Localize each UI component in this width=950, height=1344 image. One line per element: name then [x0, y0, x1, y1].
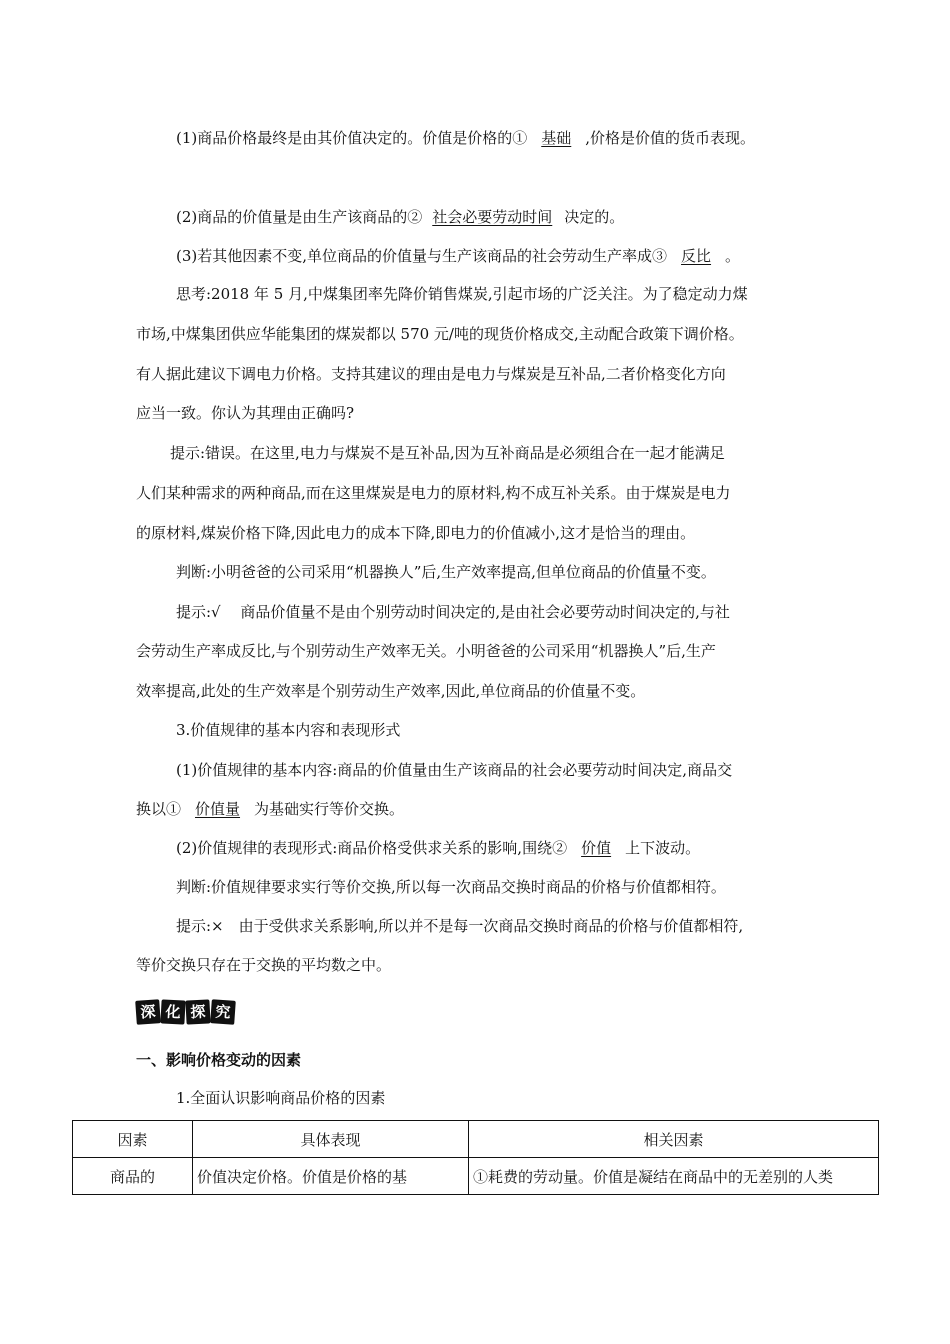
para-value-quantity	[176, 207, 624, 227]
judge-line: 判断:小明爸爸的公司采用“机器换人”后,生产效率提高,但单位商品的价值量不变。	[176, 563, 716, 581]
para-text: (3)若其他因素不变,单位商品的价值量与生产该商品的社会劳动生产率成③	[176, 247, 668, 265]
hint-line: 效率提高,此处的生产效率是个别劳动生产效率,因此,单位商品的价值量不变。	[136, 682, 646, 700]
think-line: 应当一致。你认为其理由正确吗?	[136, 404, 355, 422]
badge-char: 化	[160, 999, 185, 1024]
sub-heading: 1.全面认识影响商品价格的因素	[176, 1089, 386, 1107]
table-header: 具体表现	[193, 1121, 469, 1158]
think-line: 市场,中煤集团供应华能集团的煤炭都以 570 元/吨的现货价格成交,主动配合政策下调价格。	[136, 325, 744, 343]
answer-blank: 价值量	[195, 800, 241, 818]
law-line: (1)价值规律的基本内容:商品的价值量由生产该商品的社会必要劳动时间决定,商品交	[176, 761, 733, 779]
section-title: 3.价值规律的基本内容和表现形式	[176, 721, 401, 739]
table-cell: 商品的	[73, 1158, 193, 1195]
answer-blank: 价值	[581, 839, 612, 857]
factors-table	[72, 1120, 879, 1195]
hint-line: 会劳动生产率成反比,与个别劳动生产效率无关。小明爸爸的公司采用“机器换人”后,生产	[136, 642, 716, 660]
hint-line: 的原材料,煤炭价格下降,因此电力的成本下降,即电力的价值减小,这才是恰当的理由。	[136, 524, 696, 542]
para-text: (1)商品价格最终是由其价值决定的。价值是价格的①	[176, 129, 528, 147]
badge-char: 深	[135, 999, 161, 1025]
hint-line: 等价交换只存在于交换的平均数之中。	[136, 956, 392, 974]
para-productivity	[176, 246, 740, 266]
law-line	[176, 838, 700, 858]
table-header-row	[73, 1121, 879, 1158]
table-header: 因素	[73, 1121, 193, 1158]
answer-blank: 反比	[681, 247, 712, 265]
hint-line: 提示:√ 商品价值量不是由个别劳动时间决定的,是由社会必要劳动时间决定的,与社	[176, 603, 730, 621]
para-text: 换以①	[136, 800, 182, 818]
law-line	[136, 799, 404, 819]
badge-char: 究	[210, 999, 236, 1025]
hint-line: 人们某种需求的两种商品,而在这里煤炭是电力的原材料,构不成互补关系。由于煤炭是电力	[136, 484, 731, 502]
para-text: 决定的。	[564, 208, 625, 226]
table-row	[73, 1158, 879, 1195]
table-cell: ①耗费的劳动量。价值是凝结在商品中的无差别的人类	[469, 1158, 879, 1195]
para-price-value	[176, 128, 755, 148]
section-heading: 一、影响价格变动的因素	[136, 1051, 302, 1069]
para-text: 。	[725, 247, 741, 265]
para-text: ,价格是价值的货币表现。	[585, 129, 756, 147]
judge-line: 判断:价值规律要求实行等价交换,所以每一次商品交换时商品的价格与价值都相符。	[176, 878, 726, 896]
answer-blank: 基础	[541, 129, 572, 147]
answer-blank: 社会必要劳动时间	[432, 208, 553, 226]
table-header: 相关因素	[469, 1121, 879, 1158]
hint-line: 提示:错误。在这里,电力与煤炭不是互补品,因为互补商品是必须组合在一起才能满足	[170, 444, 725, 462]
para-text: (2)价值规律的表现形式:商品价格受供求关系的影响,围绕②	[176, 839, 568, 857]
think-line: 思考:2018 年 5 月,中煤集团率先降价销售煤炭,引起市场的广泛关注。为了稳定动力煤	[176, 285, 748, 303]
table-cell: 价值决定价格。价值是价格的基	[193, 1158, 469, 1195]
deepen-explore-badge	[136, 1000, 235, 1024]
hint-line: 提示:× 由于受供求关系影响,所以并不是每一次商品交换时商品的价格与价值都相符,	[176, 917, 744, 935]
para-text: 为基础实行等价交换。	[254, 800, 405, 818]
think-line: 有人据此建议下调电力价格。支持其建议的理由是电力与煤炭是互补品,二者价格变化方向	[136, 365, 726, 383]
para-text: (2)商品的价值量是由生产该商品的②	[176, 208, 423, 226]
para-text: 上下波动。	[625, 839, 701, 857]
badge-char: 探	[185, 999, 210, 1024]
